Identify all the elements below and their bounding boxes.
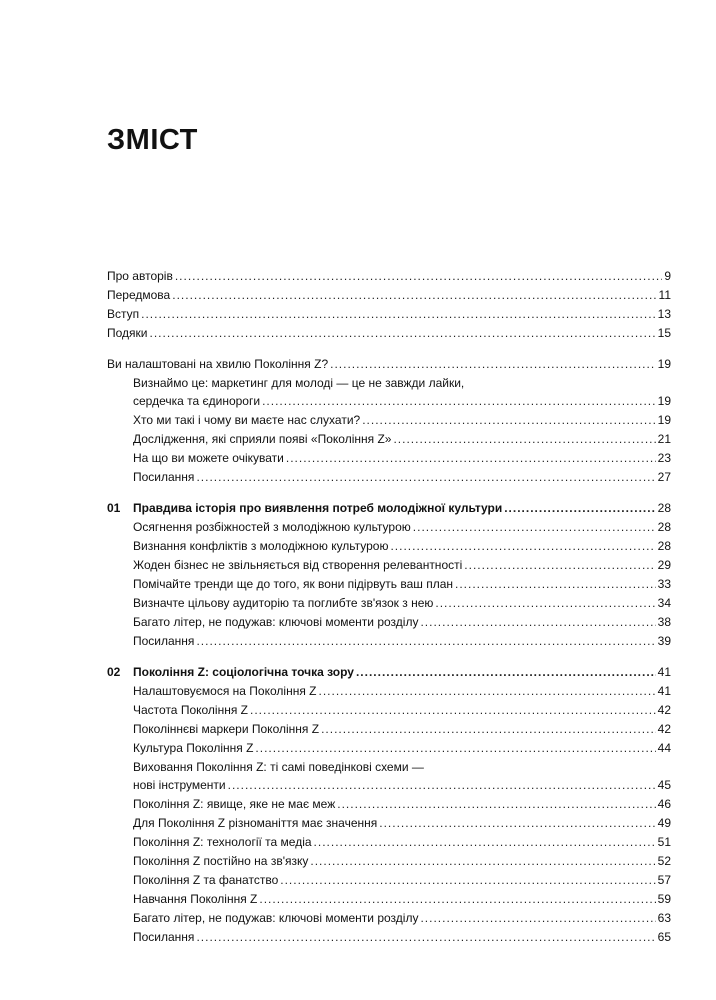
dot-leader: [280, 871, 655, 890]
dot-leader: [356, 663, 656, 682]
toc-section[interactable]: [107, 909, 671, 928]
entry-label: Покоління Z та фанатство: [133, 873, 279, 887]
entry-page: 19: [657, 394, 671, 408]
toc-section[interactable]: [107, 701, 671, 720]
entry-label: Жоден бізнес не звільняється від створення релевантності: [133, 558, 463, 572]
entry-label: Посилання: [133, 930, 195, 944]
dot-leader: [413, 518, 656, 537]
entry-label: Подяки: [107, 326, 148, 340]
toc-entry-foreword[interactable]: [107, 286, 671, 305]
entry-page: 59: [657, 892, 671, 906]
entry-page: 28: [657, 520, 671, 534]
toc-section[interactable]: [107, 537, 671, 556]
entry-page: 21: [657, 432, 671, 446]
chapter-page: 41: [657, 665, 671, 679]
entry-page: 57: [657, 873, 671, 887]
chapter-page: 28: [657, 501, 671, 515]
dot-leader: [314, 833, 656, 852]
dot-leader: [362, 411, 655, 430]
toc-chapter-01[interactable]: [107, 499, 671, 518]
table-of-contents: [107, 267, 671, 947]
toc-section[interactable]: [107, 468, 671, 487]
entry-label: На що ви можете очікувати: [133, 451, 284, 465]
dot-leader: [262, 392, 656, 411]
toc-section[interactable]: [107, 852, 671, 871]
toc-section[interactable]: [107, 928, 671, 947]
dot-leader: [150, 324, 656, 343]
dot-leader: [259, 890, 655, 909]
entry-label: Навчання Покоління Z: [133, 892, 258, 906]
entry-page: 27: [657, 470, 671, 484]
toc-section[interactable]: [107, 449, 671, 468]
entry-page: 23: [657, 451, 671, 465]
toc-section[interactable]: [107, 871, 671, 890]
toc-section[interactable]: [107, 632, 671, 651]
dot-leader: [196, 632, 655, 651]
toc-section[interactable]: [107, 392, 671, 411]
entry-page: 51: [657, 835, 671, 849]
entry-label: Для Покоління Z різноманіття має значення: [133, 816, 378, 830]
dot-leader: [337, 795, 655, 814]
entry-label: Визнання конфліктів з молодіжною культурою: [133, 539, 389, 553]
entry-page: 52: [657, 854, 671, 868]
dot-leader: [196, 468, 655, 487]
dot-leader: [464, 556, 655, 575]
dot-leader: [175, 267, 662, 286]
chapter-number: 02: [107, 665, 121, 679]
entry-page: 44: [657, 741, 671, 755]
dot-leader: [393, 430, 655, 449]
entry-label: Про авторів: [107, 269, 173, 283]
entry-label: нові інструменти: [133, 778, 226, 792]
toc-chapter-intro[interactable]: [107, 355, 671, 374]
dot-leader: [435, 594, 655, 613]
entry-page: 13: [657, 307, 671, 321]
entry-label: Вступ: [107, 307, 140, 321]
dot-leader: [318, 682, 655, 701]
toc-section[interactable]: [107, 739, 671, 758]
dot-leader: [196, 928, 655, 947]
entry-page: 33: [657, 577, 671, 591]
toc-section[interactable]: [107, 814, 671, 833]
dot-leader: [455, 575, 656, 594]
dot-leader: [504, 499, 655, 518]
toc-section[interactable]: [107, 430, 671, 449]
dot-leader: [250, 701, 656, 720]
entry-page: 45: [657, 778, 671, 792]
entry-label: Багато літер, не подужав: ключові моменти розділу: [133, 615, 419, 629]
dot-leader: [420, 909, 655, 928]
toc-entry-authors[interactable]: [107, 267, 671, 286]
entry-page: 65: [657, 930, 671, 944]
toc-section[interactable]: [107, 795, 671, 814]
entry-label: Дослідження, які сприяли появі «Покоління Z»: [133, 432, 392, 446]
toc-section[interactable]: [107, 575, 671, 594]
dot-leader: [141, 305, 656, 324]
toc-section[interactable]: [107, 613, 671, 632]
chapter-label: Покоління Z: соціологічна точка зору: [133, 665, 354, 679]
toc-section[interactable]: [107, 411, 671, 430]
entry-label: Посилання: [133, 634, 195, 648]
entry-label: Осягнення розбіжностей з молодіжною культурою: [133, 520, 411, 534]
entry-page: 39: [657, 634, 671, 648]
dot-leader: [172, 286, 656, 305]
chapter-label: Ви налаштовані на хвилю Покоління Z?: [107, 357, 329, 371]
entry-label: Багато літер, не подужав: ключові моменти розділу: [133, 911, 419, 925]
entry-page: 19: [657, 413, 671, 427]
entry-label-line1: Визнаймо це: маркетинг для молоді — це не завжди лайки,: [133, 376, 465, 390]
dot-leader: [255, 739, 655, 758]
entry-label-line1: Виховання Покоління Z: ті самі поведінкові схеми —: [133, 760, 424, 774]
entry-label: Передмова: [107, 288, 171, 302]
toc-section[interactable]: [107, 682, 671, 701]
entry-page: 29: [657, 558, 671, 572]
dot-leader: [330, 355, 656, 374]
entry-label: Частота Покоління Z: [133, 703, 248, 717]
toc-chapter-02[interactable]: [107, 663, 671, 682]
chapter-number: 01: [107, 501, 121, 515]
toc-section[interactable]: [107, 720, 671, 739]
toc-section[interactable]: [107, 776, 671, 795]
entry-label: Налаштовуємося на Покоління Z: [133, 684, 317, 698]
entry-label: Помічайте тренди ще до того, як вони підірвуть ваш план: [133, 577, 454, 591]
entry-page: 49: [657, 816, 671, 830]
dot-leader: [321, 720, 656, 739]
entry-label: Поколіннєві маркери Покоління Z: [133, 722, 320, 736]
dot-leader: [390, 537, 655, 556]
entry-page: 11: [658, 288, 671, 302]
page-title: ЗМІСТ: [107, 124, 198, 156]
entry-page: 34: [657, 596, 671, 610]
entry-page: 42: [657, 722, 671, 736]
entry-page: 46: [657, 797, 671, 811]
entry-label: Хто ми такі і чому ви маєте нас слухати?: [133, 413, 361, 427]
toc-section[interactable]: [107, 833, 671, 852]
dot-leader: [379, 814, 655, 833]
chapter-label: Правдива історія про виявлення потреб молодіжної культури: [133, 501, 503, 515]
chapter-page: 19: [657, 357, 671, 371]
dot-leader: [310, 852, 655, 871]
entry-page: 63: [657, 911, 671, 925]
toc-section[interactable]: [107, 556, 671, 575]
entry-page: 15: [657, 326, 671, 340]
entry-label: Культура Покоління Z: [133, 741, 254, 755]
entry-page: 42: [657, 703, 671, 717]
entry-label: сердечка та єдинороги: [133, 394, 261, 408]
toc-section[interactable]: [107, 594, 671, 613]
entry-page: 28: [657, 539, 671, 553]
toc-entry-introduction[interactable]: [107, 305, 671, 324]
dot-leader: [286, 449, 656, 468]
entry-label: Покоління Z: технології та медіа: [133, 835, 312, 849]
entry-label: Покоління Z: явище, яке не має меж: [133, 797, 336, 811]
entry-page: 9: [664, 269, 671, 283]
dot-leader: [228, 776, 656, 795]
toc-section[interactable]: [107, 518, 671, 537]
entry-label: Покоління Z постійно на зв'язку: [133, 854, 309, 868]
entry-label: Посилання: [133, 470, 195, 484]
entry-page: 41: [657, 684, 671, 698]
entry-label: Визначте цільову аудиторію та поглибте зв'язок з нею: [133, 596, 434, 610]
entry-page: 38: [657, 615, 671, 629]
toc-entry-acknowledgements[interactable]: [107, 324, 671, 343]
toc-section[interactable]: [107, 890, 671, 909]
dot-leader: [420, 613, 655, 632]
